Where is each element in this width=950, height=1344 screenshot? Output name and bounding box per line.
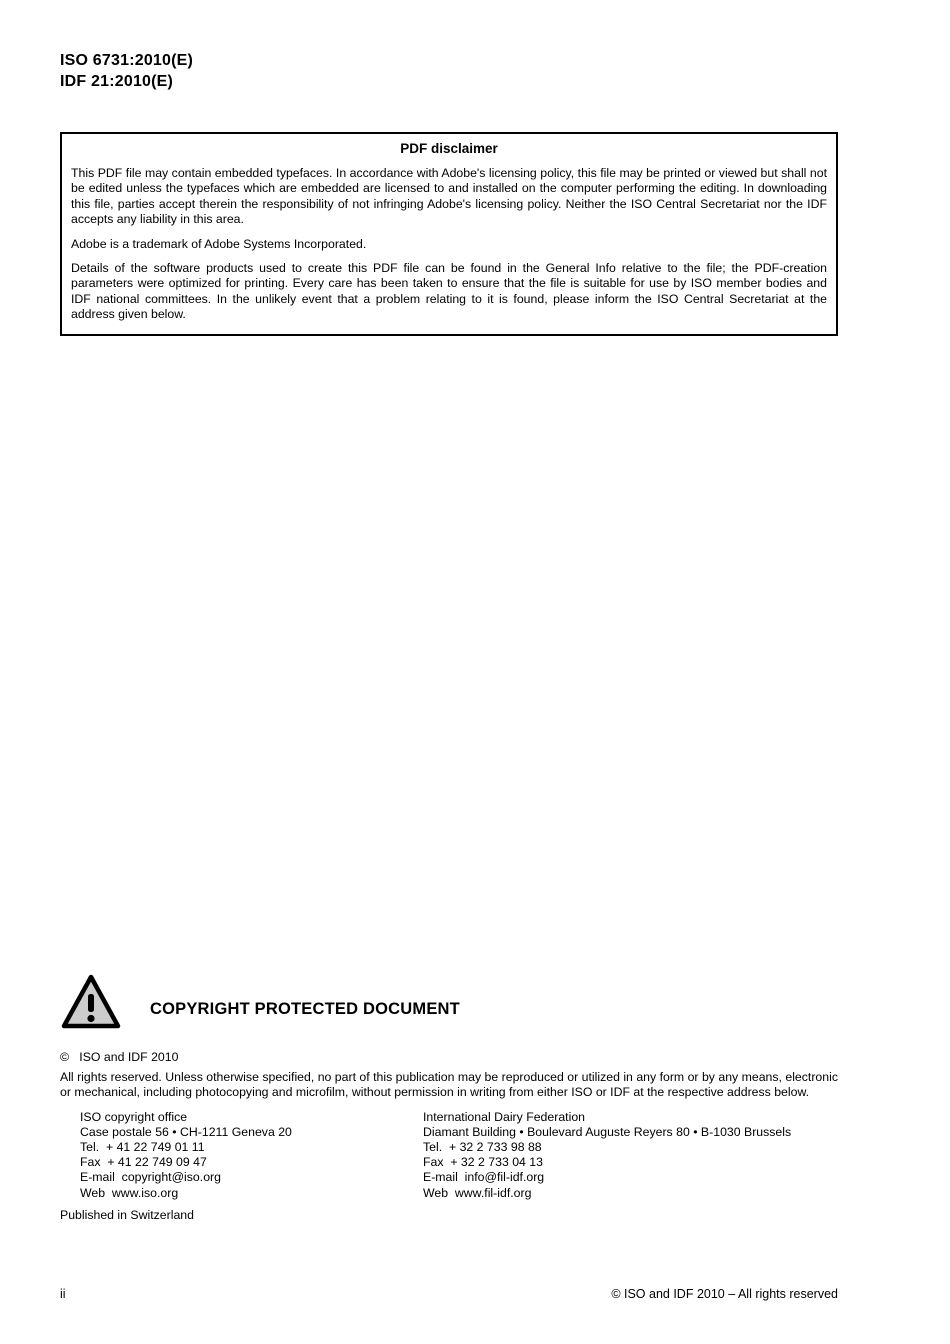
address-line: Case postale 56 • CH-1211 Geneva 20: [80, 1124, 292, 1139]
publisher-addresses: [80, 1110, 838, 1201]
address-line: Fax + 41 22 749 09 47: [80, 1155, 207, 1170]
copyright-section: [60, 972, 838, 1223]
warning-triangle-icon: [60, 972, 122, 1034]
published-in-line: Published in Switzerland: [60, 1207, 194, 1222]
standard-number-idf: IDF 21:2010(E): [60, 73, 174, 90]
disclaimer-paragraph: Details of the software products used to create this PDF file can be found in the General Info relative to the file; the PDF-creation parameters were optimized for printing. Every care has been taken to ensure that the file is suitable for use by ISO member bodies and IDF national committees. In the unlikely event that a problem relating to it is found, please inform the ISO Central Secretariat at the address given below.: [71, 261, 827, 322]
address-line-email: E-mail copyright@iso.org: [80, 1170, 221, 1185]
pdf-disclaimer-box: [60, 132, 838, 336]
disclaimer-paragraph: Adobe is a trademark of Adobe Systems Incorporated.: [71, 236, 367, 251]
disclaimer-title: PDF disclaimer: [400, 141, 498, 156]
address-line: Tel. + 32 2 733 98 88: [423, 1140, 542, 1155]
address-line: Diamant Building • Boulevard Auguste Reyers 80 • B-1030 Brussels: [423, 1124, 792, 1139]
rights-reserved-text: All rights reserved. Unless otherwise specified, no part of this publication may be reproduced or utilized in any form or by any means, electronic or mechanical, including photocopying and microfilm, without permission in writing from either ISO or IDF at the respective address below.: [60, 1069, 838, 1099]
footer-copyright: © ISO and IDF 2010 – All rights reserved: [611, 1287, 838, 1301]
address-line-email: E-mail info@fil-idf.org: [423, 1170, 545, 1185]
address-line: ISO copyright office: [80, 1109, 188, 1124]
address-line: Tel. + 41 22 749 01 11: [80, 1140, 205, 1155]
idf-address-block: [423, 1110, 838, 1201]
address-line: Fax + 32 2 733 04 13: [423, 1155, 543, 1170]
standard-number-iso: ISO 6731:2010(E): [60, 52, 194, 69]
iso-address-block: [80, 1110, 423, 1201]
copyright-protected-title: COPYRIGHT PROTECTED DOCUMENT: [150, 1000, 460, 1019]
copyright-title-row: [60, 972, 838, 1034]
address-line: International Dairy Federation: [423, 1109, 585, 1124]
address-line-web: Web www.iso.org: [80, 1185, 179, 1200]
address-line-web: Web www.fil-idf.org: [423, 1185, 532, 1200]
page-number: ii: [60, 1287, 66, 1301]
page-footer: [60, 1287, 838, 1301]
copyright-notice-line: © ISO and IDF 2010: [60, 1049, 179, 1064]
document-header: [60, 50, 838, 92]
disclaimer-paragraph: This PDF file may contain embedded typefaces. In accordance with Adobe's licensing policy, this file may be printed or viewed but shall not be edited unless the typefaces which are embedded are licensed to and installed on the computer performing the editing. In downloading this file, parties accept therein the responsibility of not infringing Adobe's licensing policy. Neither the ISO Central Secretariat nor the IDF accepts any liability in this area.: [71, 166, 827, 227]
